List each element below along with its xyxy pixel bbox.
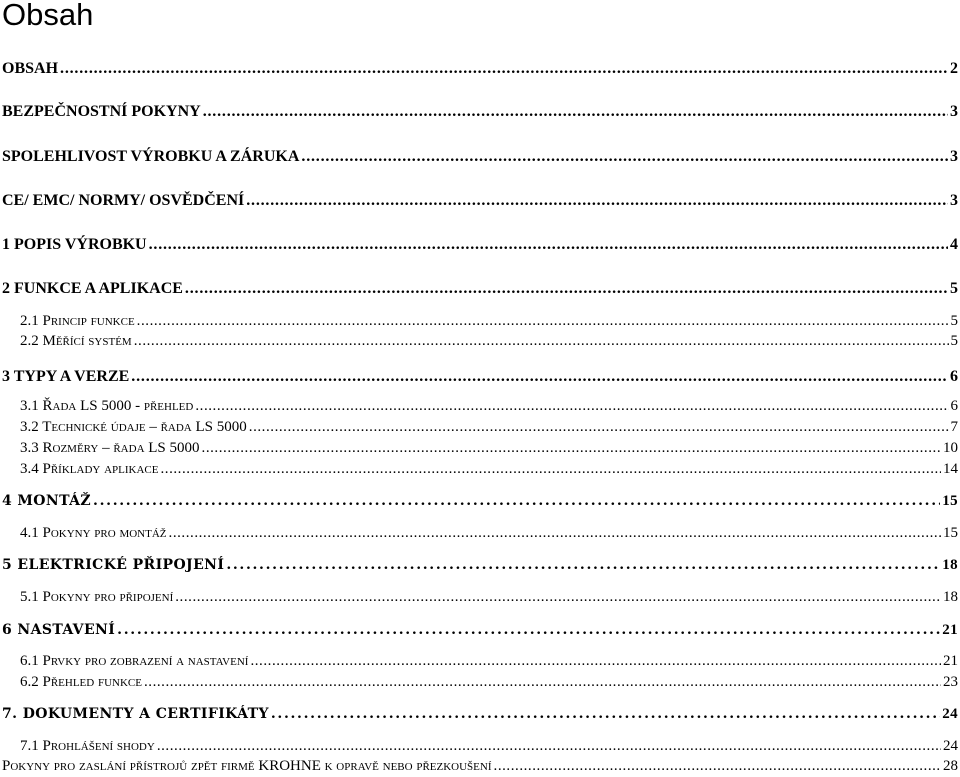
toc-entry-page: 15 [943, 525, 958, 541]
toc-entry-label: 7. DOKUMENTY A CERTIFIKÁTY [2, 706, 269, 722]
toc-entry-label: 4.1 Pokyny pro montáž [20, 525, 167, 541]
dot-leader [494, 758, 941, 775]
dot-leader [117, 622, 940, 638]
toc-entry-page: 10 [943, 440, 958, 456]
toc-entry-page: 3 [950, 148, 958, 165]
toc-entry-obsah[interactable] [2, 60, 958, 78]
toc-entry-label: 3.3 Rozměry – řada LS 5000 [20, 440, 200, 456]
toc-entry-page: 18 [942, 557, 958, 573]
dot-leader [250, 653, 941, 670]
dot-leader [195, 398, 948, 415]
toc-entry-page: 5 [950, 280, 958, 297]
toc-entry-label: Pokyny pro zaslání přístrojů zpět firmě KROHNE k opravě nebo přezkoušení [2, 758, 492, 774]
toc-entry-6-2[interactable] [20, 674, 958, 691]
dot-leader [137, 313, 949, 330]
toc-entry-label: BEZPEČNOSTNÍ POKYNY [2, 103, 201, 120]
dot-leader [301, 148, 948, 166]
toc-entry-ce[interactable] [2, 192, 958, 210]
toc-entry-label: SPOLEHLIVOST VÝROBKU A ZÁRUKA [2, 148, 300, 165]
dot-leader [149, 236, 948, 254]
toc-entry-page: 23 [943, 674, 958, 690]
toc-entry-3-4[interactable] [20, 461, 958, 478]
dot-leader [175, 589, 941, 606]
toc-entry-page: 21 [942, 622, 958, 638]
dot-leader [160, 461, 941, 478]
dot-leader [226, 557, 940, 573]
dot-leader [157, 738, 941, 755]
toc-entry-chapter-4[interactable] [2, 493, 958, 510]
toc-entry-warranty[interactable] [2, 148, 958, 166]
toc-entry-label: 2.2 Měřící systém [20, 333, 132, 349]
toc-entry-page: 6 [950, 398, 958, 414]
toc-entry-label: 1 POPIS VÝROBKU [2, 236, 147, 253]
toc-entry-page: 24 [942, 706, 958, 722]
toc-entry-6-1[interactable] [20, 653, 958, 670]
toc-entry-label: OBSAH [2, 60, 59, 77]
toc-entry-7-1[interactable] [20, 738, 958, 755]
toc-entry-page: 15 [942, 493, 958, 509]
toc-entry-label: 6.2 Přehled funkce [20, 674, 142, 690]
dot-leader [93, 493, 940, 509]
toc-entry-page: 5 [950, 313, 958, 329]
toc-entry-page: 5 [950, 333, 958, 349]
toc-entry-label: 3.1 Řada LS 5000 - přehled [20, 398, 194, 414]
toc-entry-page: 28 [943, 758, 958, 774]
toc-entry-label: 2.1 Princip funkce [20, 313, 135, 329]
toc-entry-label: 4 MONTÁŽ [2, 493, 92, 509]
toc-entry-page: 21 [943, 653, 958, 669]
toc-entry-label: 2 FUNKCE A APLIKACE [2, 280, 183, 297]
toc-entry-safety[interactable] [2, 103, 958, 121]
toc-entry-chapter-1[interactable] [2, 236, 958, 254]
toc-entry-page: 18 [943, 589, 958, 605]
toc-entry-page: 24 [943, 738, 958, 754]
toc-entry-label: 5.1 Pokyny pro připojení [20, 589, 174, 605]
dot-leader [131, 368, 948, 386]
toc-entry-page: 7 [950, 419, 958, 435]
page-title: Obsah [2, 0, 94, 32]
toc-entry-page: 6 [950, 368, 958, 385]
dot-leader [144, 674, 941, 691]
toc-entry-3-1[interactable] [20, 398, 958, 415]
dot-leader [271, 706, 940, 722]
toc-entry-label: 6.1 Prvky pro zobrazení a nastavení [20, 653, 249, 669]
toc-entry-label: 7.1 Prohlášení shody [20, 738, 155, 754]
toc-entry-2-2[interactable] [20, 333, 958, 350]
toc-entry-2-1[interactable] [20, 313, 958, 330]
toc-entry-page: 3 [950, 103, 958, 120]
toc-entry-chapter-7[interactable] [2, 706, 958, 723]
dot-leader [134, 333, 949, 350]
toc-entry-page: 4 [950, 236, 958, 253]
toc-entry-label: 3.2 Technické údaje – řada LS 5000 [20, 419, 247, 435]
dot-leader [185, 280, 948, 298]
toc-entry-4-1[interactable] [20, 525, 958, 542]
dot-leader [60, 60, 948, 78]
toc-entry-return-instructions[interactable] [2, 758, 958, 775]
toc-entry-label: CE/ EMC/ NORMY/ OSVĚDČENÍ [2, 192, 245, 209]
dot-leader [246, 192, 948, 210]
toc-entry-3-3[interactable] [20, 440, 958, 457]
toc-entry-chapter-5[interactable] [2, 557, 958, 574]
toc-entry-label: 3 TYPY A VERZE [2, 368, 130, 385]
toc-entry-label: 6 NASTAVENÍ [2, 622, 116, 638]
toc-entry-label: 3.4 Příklady aplikace [20, 461, 159, 477]
toc-entry-chapter-3[interactable] [2, 368, 958, 386]
toc-entry-3-2[interactable] [20, 419, 958, 436]
toc-entry-chapter-6[interactable] [2, 622, 958, 639]
dot-leader [202, 440, 941, 457]
toc-entry-page: 14 [943, 461, 958, 477]
dot-leader [203, 103, 948, 121]
toc-entry-page: 3 [950, 192, 958, 209]
toc-entry-page: 2 [950, 60, 958, 77]
dot-leader [249, 419, 949, 436]
toc-entry-5-1[interactable] [20, 589, 958, 606]
dot-leader [169, 525, 941, 542]
toc-entry-label: 5 ELEKTRICKÉ PŘIPOJENÍ [2, 557, 225, 573]
toc-entry-chapter-2[interactable] [2, 280, 958, 298]
